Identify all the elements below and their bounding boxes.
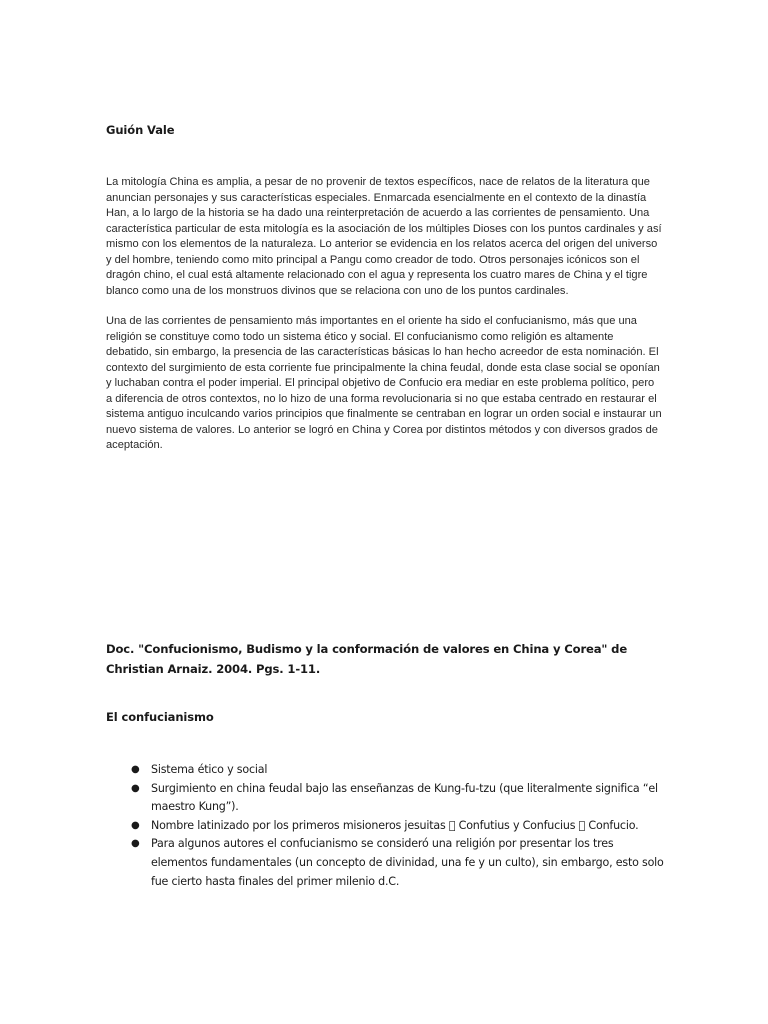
paragraph-mythology: La mitología China es amplia, a pesar de no provenir de textos específicos, nace de relatos de la literatura que anuncian personajes y sus características especiales. Enmarcada esencialmente en el contexto de la dinastía Han, a lo largo de la historia se ha dado una reinterpretación de acuerdo a las corrientes de pensamiento. Una característica particular de esta mitología es la asociación de los múltiples Dioses con los puntos cardinales y así mismo con los elementos de la naturaleza. Lo anterior se evidencia en los relatos acerca del origen del universo y del hombre, teniendo como mito principal a Pangu como creador de todo. Otros personajes icónicos son el dragón chino, el cual está altamente relacionado con el agua y representa los cuatro mares de China y el tigre blanco como una de los monstruos divinos que se relaciona con uno de los puntos cardinales. [106,176,662,297]
section-heading: El confucianismo [106,710,214,724]
bullet-icon: ● [131,838,140,850]
bullet-icon: ● [131,764,140,775]
page-title: Guión Vale [106,123,175,137]
bullet-list [106,761,666,891]
list-item-text: Nombre latinizado por los primeros misioneros jesuitas Confutius y Confucius Confucio. [151,818,619,832]
paragraph-confucianism: Una de las corrientes de pensamiento más importantes en el oriente ha sido el confucianismo, más que una religión se constituye como todo un sistema ético y social. El confucianismo como religión es altamente debatido, sin embargo, la presencia de las características básicas lo han hecho acreedor de esta nominación. El contexto del surgimiento de esta corriente fue principalmente la china feudal, donde esta clase social se oponían y luchaban contra el poder imperial. El principal objetivo de Confucio era mediar en este problema político, pero a diferencia de otros contextos, no lo hizo de una forma revolucionaria si no que estaba centrado en restaurar el sistema antiguo inculcando varios principios que finalmente se centraban en lograr un orden social e instaurar un nuevo sistema de valores. Lo anterior se logró en China y Corea por distintos métodos y con diversos grados de aceptación. [106,315,662,451]
document-reference: Doc. "Confucionismo, Budismo y la conformación de valores en China y Corea" de Christian Arnaiz. 2004. Pgs. 1-11. [106,642,628,676]
bullet-icon: ● [131,819,140,831]
list-item [106,761,666,780]
list-item-text: Surgimiento en china feudal bajo las enseñanzas de Kung-fu-tzu (que literalmente significa “el maestro Kung”). [151,781,658,814]
list-item-text: Sistema ético y social [151,763,268,776]
list-item [106,780,666,817]
bullet-icon: ● [131,782,140,794]
list-item [106,835,666,891]
list-item-text: Para algunos autores el confucianismo se consideró una religión por presentar los tres elementos fundamentales (un concepto de divinidad, una fe y un culto), sin embargo, esto solo fue cierto hasta finales del primer milenio d.C. [151,837,664,888]
list-item [106,817,666,836]
